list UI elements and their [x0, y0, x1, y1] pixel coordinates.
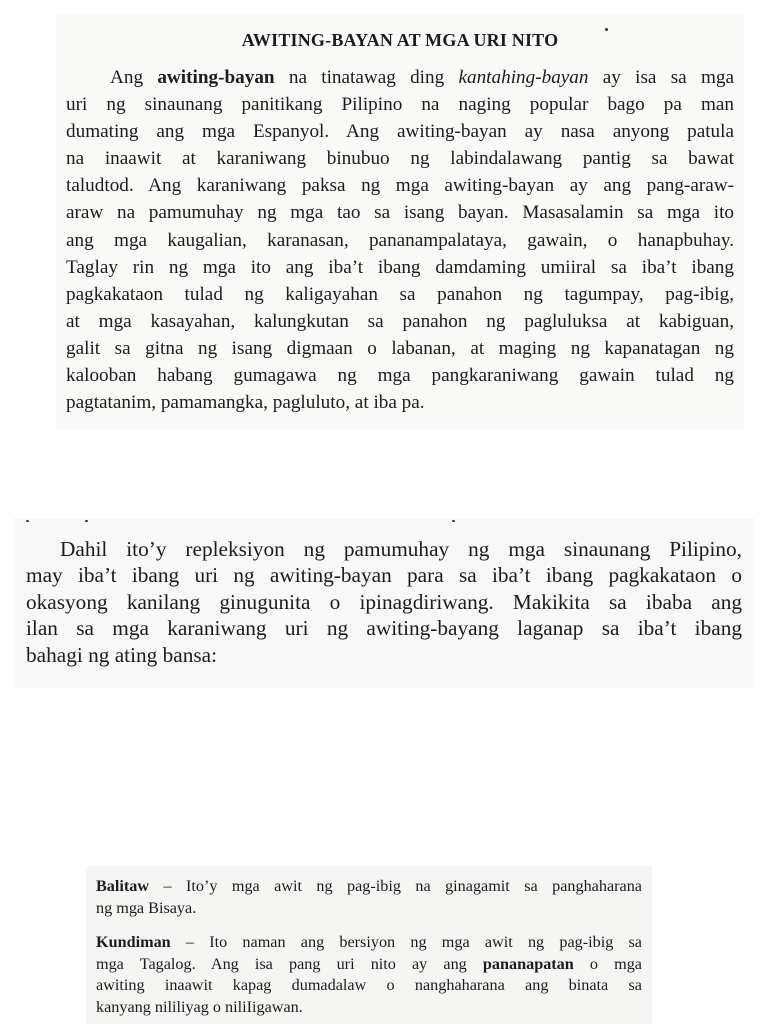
scan-speck	[605, 28, 608, 31]
scanned-page-section-3	[86, 866, 652, 1024]
paragraph-awiting-bayan-intro	[66, 64, 734, 416]
paragraph-line: na inaawit at karaniwang binubuo ng labindalawang pantig sa bawat	[66, 148, 734, 170]
paragraph-types-intro	[26, 536, 742, 668]
paragraph-line: dumating ang mga Espanyol. Ang awiting-bayan ay nasa anyong patula	[66, 121, 734, 143]
paragraph-line: may iba’t ibang uri ng awiting-bayan para sa iba’t ibang pagkakataon o	[26, 563, 742, 588]
term-balitaw: Balitaw	[96, 877, 150, 895]
scanned-page-section-1	[56, 14, 744, 430]
entry-balitaw	[96, 876, 642, 919]
paragraph-line: uri ng sinaunang panitikang Pilipino na naging popular bago pa man	[66, 94, 734, 116]
term-kundiman: Kundiman	[96, 933, 171, 951]
entry-line	[96, 932, 642, 954]
text-run: – Ito naman ang bersiyon ng mga awit ng pag-ibig sa	[170, 933, 642, 951]
entry-line: ng mga Bisaya.	[96, 898, 197, 917]
scan-speck	[452, 520, 455, 522]
page-title: AWITING-BAYAN AT MGA URI NITO	[241, 30, 559, 50]
text-run: mga Tagalog. Ang isa pang uri nito ay ang	[96, 954, 483, 973]
paragraph-line: galit sa gitna ng isang digmaan o labanan, at maging ng kapanatagan ng	[66, 337, 734, 359]
paragraph-line: pagkakataon tulad ng kaligayahan sa panahon ng tagumpay, pag-ibig,	[66, 283, 734, 305]
paragraph-line: pagtatanim, pamamangka, pagluluto, at iba pa.	[66, 392, 425, 414]
paragraph-line: Dahil ito’y repleksiyon ng pamumuhay ng mga sinaunang Pilipino,	[60, 537, 742, 561]
paragraph-line: bahagi ng ating bansa:	[26, 642, 218, 667]
paragraph-line: okasyong kanilang ginugunita o ipinagdiriwang. Makikita sa ibaba ang	[26, 589, 742, 614]
paragraph-line	[66, 64, 734, 91]
scanned-page-section-2	[14, 518, 754, 688]
italic-term-kantahing-bayan: kantahing-bayan	[458, 67, 589, 88]
text-run: o mga	[573, 954, 642, 973]
paragraph-line: Taglay rin ng mga ito ang iba’t ibang damdaming umiiral sa iba’t ibang	[66, 256, 734, 278]
paragraph-line: at mga kasayahan, kalungkutan sa panahon ng pagluluksa at kabiguan,	[66, 310, 734, 332]
text-run: Ang	[110, 67, 158, 88]
text-run: – Ito’y mga awit ng pag-ibig na ginagamit sa panghaharana	[149, 877, 642, 895]
entry-line	[96, 876, 642, 898]
paragraph-line: kalooban habang gumagawa ng mga pangkaraniwang gawain tulad ng	[66, 365, 734, 387]
paragraph-line: araw na pamumuhay ng mga tao sa isang bayan. Masasalamin sa mga ito	[66, 202, 734, 224]
paragraph-line: taludtod. Ang karaniwang paksa ng mga awiting-bayan ay ang pang-araw-	[66, 175, 734, 197]
scan-speck	[26, 520, 29, 522]
bold-term-awiting-bayan: awiting-bayan	[157, 67, 275, 88]
entry-kundiman	[96, 932, 642, 1018]
paragraph-line: ilan sa mga karaniwang uri ng awiting-bayang laganap sa iba’t ibang	[26, 616, 742, 641]
entry-line: awiting inaawit kapag dumadalaw o nanghaharana ang binata sa	[96, 976, 642, 995]
text-run: na tinatawag ding	[274, 67, 459, 88]
bold-term-pananapatan: pananapatan	[482, 954, 574, 973]
paragraph-line: ang mga kaugalian, karanasan, pananampalataya, gawain, o hanapbuhay.	[66, 229, 734, 251]
entry-line: kanyang nililiyag o niliIigawan.	[96, 997, 303, 1016]
entry-line	[96, 954, 642, 976]
text-run: ay isa sa mga	[588, 67, 734, 88]
scan-speck	[85, 520, 88, 522]
